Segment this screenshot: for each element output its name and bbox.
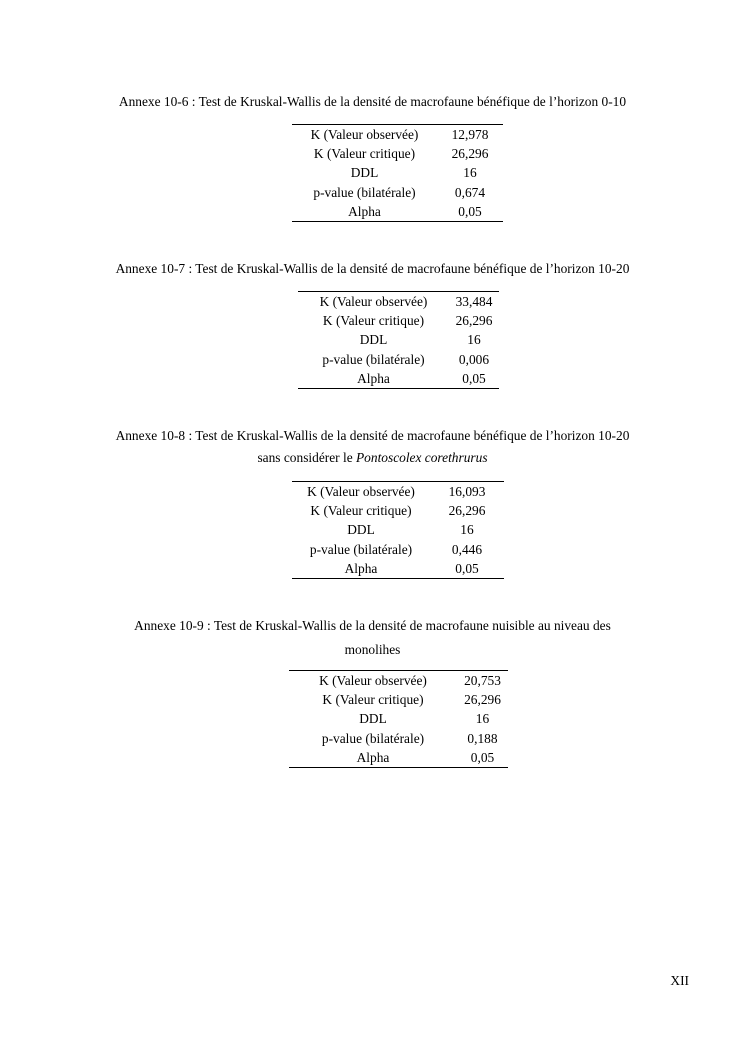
stat-label: K (Valeur critique)	[322, 313, 425, 329]
stat-value: 12,978	[451, 127, 489, 143]
stat-value: 16	[463, 165, 477, 181]
table-row	[289, 748, 508, 768]
caption-text: Annexe 10-6 : Test de Kruskal-Wallis de la densité de macrofaune bénéfique de l’horizon 0-10	[118, 94, 627, 109]
stat-value: 0,05	[462, 370, 486, 386]
stat-label: Alpha	[344, 560, 378, 576]
stat-value: 0,05	[455, 560, 479, 576]
page-number: XII	[670, 973, 689, 988]
table-row	[292, 501, 504, 520]
stat-value: 0,188	[467, 730, 498, 746]
stat-label: K (Valeur observée)	[319, 673, 427, 689]
table-row	[292, 202, 503, 222]
table-row	[292, 144, 503, 163]
table-row	[289, 690, 508, 709]
stats-table-10-6	[292, 124, 503, 222]
table-row	[298, 292, 499, 312]
stat-label: K (Valeur observée)	[319, 294, 428, 310]
stat-value: 16	[460, 522, 474, 538]
stat-label: Alpha	[348, 203, 381, 219]
table-row	[292, 520, 504, 539]
caption-annexe-10-6	[0, 91, 745, 113]
table-row	[289, 709, 508, 728]
table-row	[298, 350, 499, 369]
stat-value: 20,753	[464, 673, 501, 689]
stat-label: DDL	[359, 711, 387, 727]
stat-label: DDL	[350, 165, 379, 181]
stats-table-10-9	[289, 670, 508, 768]
table-row	[298, 311, 499, 330]
stat-label: p-value (bilatérale)	[313, 184, 416, 200]
stat-value: 0,006	[458, 351, 490, 367]
stat-label: DDL	[359, 332, 388, 348]
stat-label: p-value (bilatérale)	[321, 730, 425, 746]
table-row	[292, 125, 503, 145]
table-row	[292, 183, 503, 202]
stat-label: DDL	[347, 522, 375, 538]
stat-label: K (Valeur critique)	[313, 146, 416, 162]
caption-text: Annexe 10-8 : Test de Kruskal-Wallis de la densité de macrofaune bénéfique de l’horizon 10-20	[115, 428, 630, 443]
stat-value: 16	[467, 332, 481, 348]
table-row	[298, 330, 499, 349]
caption-text: Annexe 10-9 : Test de Kruskal-Wallis de la densité de macrofaune nuisible au niveau des	[134, 618, 611, 633]
stat-label: K (Valeur observée)	[310, 127, 419, 143]
stat-label: Alpha	[357, 370, 390, 386]
stat-label: K (Valeur critique)	[322, 692, 424, 708]
stats-table-10-8	[292, 481, 504, 579]
table-row	[289, 729, 508, 748]
stat-label: Alpha	[356, 749, 390, 765]
stat-value: 16,093	[448, 484, 486, 500]
caption-line-2	[0, 447, 745, 469]
table-row	[292, 163, 503, 182]
table-row	[292, 559, 504, 579]
stat-value: 26,296	[448, 503, 486, 519]
stat-value: 26,296	[455, 313, 493, 329]
table-row	[298, 369, 499, 389]
stat-value: 16	[475, 711, 490, 727]
table-row	[292, 540, 504, 559]
stat-value: 26,296	[464, 692, 501, 708]
stat-value: 33,484	[455, 294, 493, 310]
stat-label: p-value (bilatérale)	[309, 541, 413, 557]
stats-table-10-7	[298, 291, 499, 389]
table-row	[292, 482, 504, 502]
caption-text: Annexe 10-7 : Test de Kruskal-Wallis de la densité de macrofaune bénéfique de l’horizon 10-20	[115, 261, 630, 276]
stat-value: 0,674	[454, 184, 486, 200]
caption-annexe-10-9	[0, 614, 745, 662]
stat-label: K (Valeur observée)	[307, 484, 415, 500]
stat-value: 0,05	[470, 749, 495, 765]
table-row	[289, 671, 508, 691]
stat-value: 0,05	[458, 203, 482, 219]
caption-annexe-10-8	[0, 425, 745, 469]
stat-value: 0,446	[451, 541, 483, 557]
caption-line-2: monolihes	[344, 642, 401, 657]
stat-label: K (Valeur critique)	[310, 503, 412, 519]
caption-annexe-10-7	[0, 258, 745, 280]
stat-label: p-value (bilatérale)	[322, 351, 425, 367]
stat-value: 26,296	[451, 146, 489, 162]
caption-line-2-prefix: sans considérer le	[257, 450, 353, 465]
species-name: Pontoscolex corethrurus	[356, 450, 488, 465]
